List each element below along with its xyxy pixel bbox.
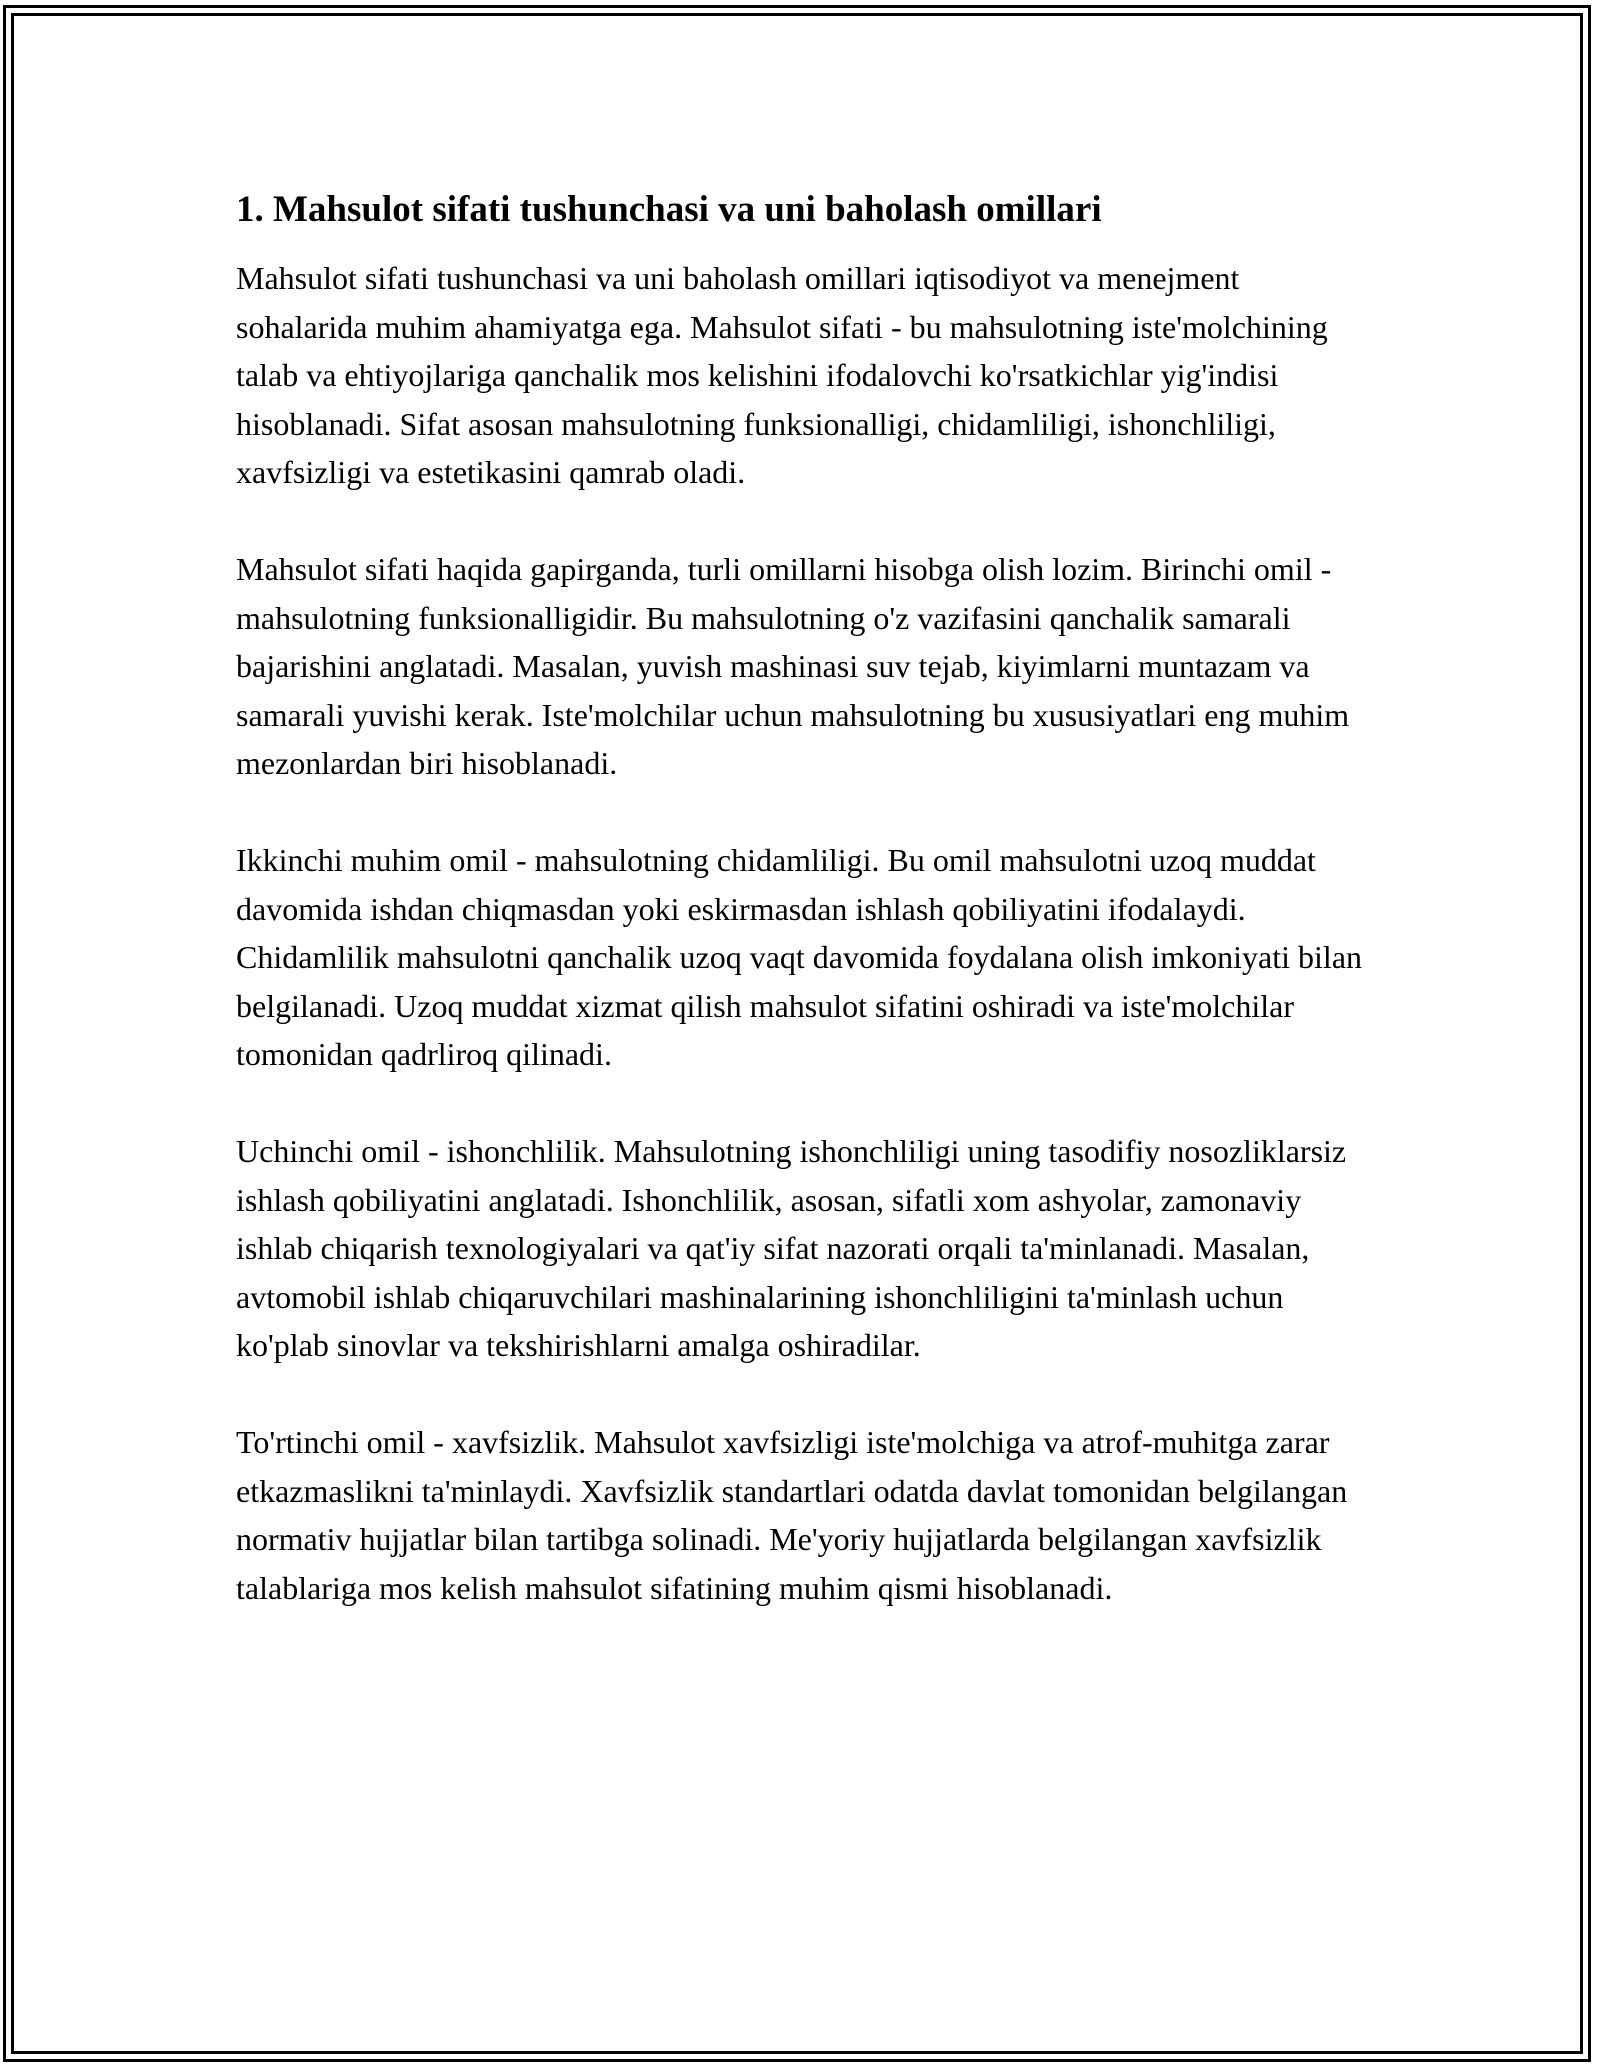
paragraph-reliability: Uchinchi omil - ishonchlilik. Mahsulotning ishonchliligi uning tasodifiy nosozliklarsiz ishlash qobiliyatini anglatadi. Ishonchlilik, asosan, sifatli xom ashyolar, zamonaviy ishlab chiqarish texnologiyalari va qat'iy sifat nazorati orqali ta'minlanadi. Masalan, avtomobil ishlab chiqaruvchilari mashinalarining ishonchliligini ta'minlash uchun ko'plab sinovlar va tekshirishlarni amalga oshiradilar. [236, 1133, 1347, 1363]
paragraph-safety: To'rtinchi omil - xavfsizlik. Mahsulot xavfsizligi iste'molchiga va atrof-muhitga zarar etkazmaslikni ta'minlaydi. Xavfsizlik standartlari odatda davlat tomonidan belgilangan normativ hujjatlar bilan tartibga solinadi. Me'yoriy hujjatlarda belgilangan xavfsizlik talablariga mos kelish mahsulot sifatining muhim qismi hisoblanadi. [236, 1424, 1348, 1606]
section-heading: 1. Mahsulot sifati tushunchasi va uni baholash omillari [236, 189, 1102, 230]
paragraph-intro: Mahsulot sifati tushunchasi va uni baholash omillari iqtisodiyot va menejment sohalarida muhim ahamiyatga ega. Mahsulot sifati - bu mahsulotning iste'molchining talab va ehtiyojlariga qanchalik mos kelishini ifodalovchi ko'rsatkichlar yig'indisi hisoblanadi. Sifat asosan mahsulotning funksionalligi, chidamliligi, ishonchliligi, xavfsizligi va estetikasini qamrab oladi. [236, 260, 1328, 490]
paragraph-functionality: Mahsulot sifati haqida gapirganda, turli omillarni hisobga olish lozim. Birinchi omil - mahsulotning funksionalligidir. Bu mahsulotning o'z vazifasini qanchalik samarali bajarishini anglatadi. Masalan, yuvish mashinasi suv tejab, kiyimlarni muntazam va samarali yuvishi kerak. Iste'molchilar uchun mahsulotning bu xususiyatlari eng muhim mezonlardan biri hisoblanadi. [236, 551, 1350, 781]
document-body [236, 186, 1366, 1612]
paragraph-durability: Ikkinchi muhim omil - mahsulotning chidamliligi. Bu omil mahsulotni uzoq muddat davomida ishdan chiqmasdan yoki eskirmasdan ishlash qobiliyatini ifodalaydi. Chidamlilik mahsulotni qanchalik uzoq vaqt davomida foydalana olish imkoniyati bilan belgilanadi. Uzoq muddat xizmat qilish mahsulot sifatini oshiradi va iste'molchilar tomonidan qadrliroq qilinadi. [236, 842, 1363, 1072]
